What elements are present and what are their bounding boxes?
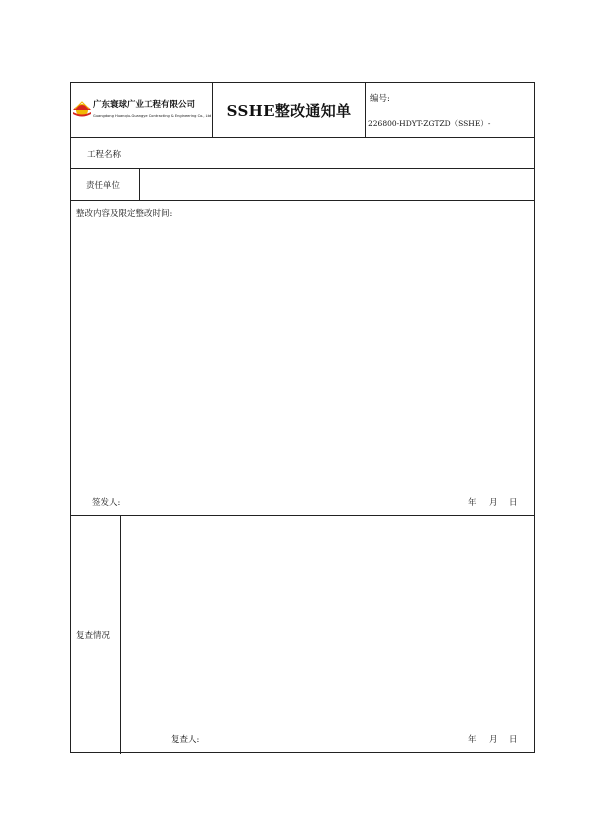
reviewer-label: 复查人: bbox=[171, 735, 200, 745]
rectification-content-section[interactable] bbox=[71, 201, 534, 516]
review-date-day: 日 bbox=[509, 735, 518, 745]
issue-date-day: 日 bbox=[509, 498, 518, 508]
responsible-unit-row bbox=[71, 169, 534, 201]
review-date-month: 月 bbox=[489, 735, 498, 745]
rectification-content-label: 整改内容及限定整改时间: bbox=[76, 209, 173, 219]
form-number-label: 编号: bbox=[370, 94, 390, 104]
company-name-cn: 广东寰球广业工程有限公司 bbox=[93, 100, 196, 110]
review-section bbox=[71, 516, 534, 754]
form-title: SSHE整改通知单 bbox=[213, 83, 366, 137]
company-logo-cell bbox=[71, 83, 213, 137]
form-number-cell bbox=[366, 83, 534, 137]
issuer-label: 签发人: bbox=[92, 498, 121, 508]
project-name-row bbox=[71, 138, 534, 169]
project-name-label: 工程名称 bbox=[87, 150, 122, 160]
review-label: 复查情况 bbox=[76, 631, 111, 641]
review-date-year: 年 bbox=[468, 735, 477, 745]
form-number-value[interactable]: 226800-HDYT-ZGTZD（SSHE）- bbox=[368, 119, 491, 128]
form-header bbox=[71, 83, 534, 138]
responsible-unit-label: 责任单位 bbox=[86, 181, 121, 191]
rectification-notice-form bbox=[70, 82, 535, 753]
issue-date-year: 年 bbox=[468, 498, 477, 508]
company-name-en: Guangdong Huanqiu-Guangye Contracting & Engineering Co., Ltd bbox=[93, 114, 212, 118]
review-label-cell bbox=[71, 516, 121, 754]
issue-date-month: 月 bbox=[489, 498, 498, 508]
responsible-unit-label-cell bbox=[71, 169, 140, 200]
company-logo-icon bbox=[72, 98, 92, 120]
